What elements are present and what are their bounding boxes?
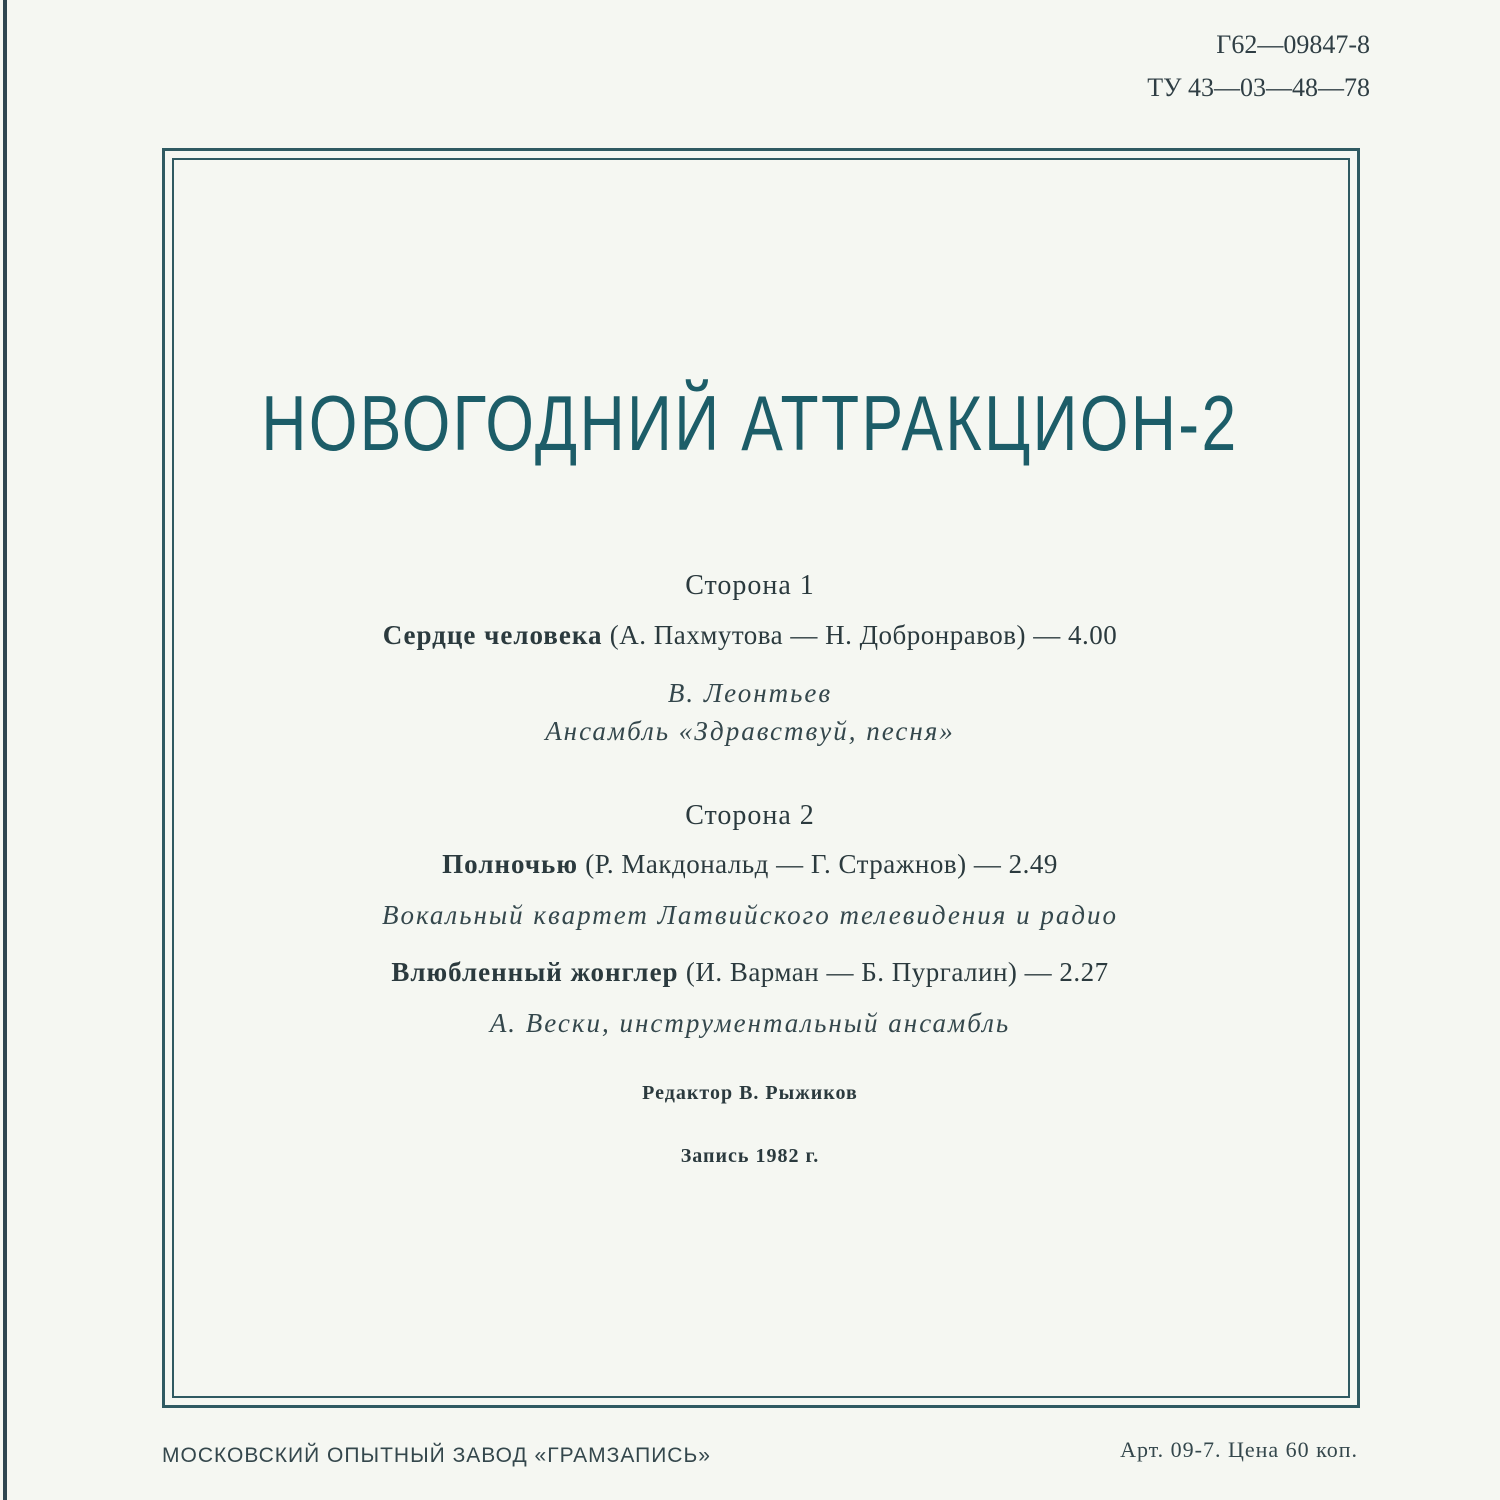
track-credits: (А. Пахмутова — Н. Добронравов) — 4.00 [609,620,1118,650]
track-2-performer: Вокальный квартет Латвийского телевидения и радио [381,900,1119,930]
track-name: Полночью [442,849,578,879]
side-1-label: Сторона 1 [685,570,815,601]
catalog-number: Г62—09847-8 [1216,30,1370,59]
track-credits: (Р. Макдональд — Г. Стражнов) — 2.49 [585,849,1058,879]
sleeve-edge [3,0,7,1500]
manufacturer: МОСКОВСКИЙ ОПЫТНЫЙ ЗАВОД «ГРАМЗАПИСЬ» [162,1444,711,1467]
track-name: Влюбленный жонглер [391,957,679,987]
track-credits: (И. Варман — Б. Пургалин) — 2.27 [685,957,1109,987]
article-price: Арт. 09-7. Цена 60 коп. [1120,1437,1358,1462]
track-3 [0,957,1500,988]
track-1-performer-2: Ансамбль «Здравствуй, песня» [545,716,955,746]
track-2 [0,849,1500,880]
side-2-label: Сторона 2 [685,800,815,831]
inner-frame [172,158,1350,1398]
album-title: НОВОГОДНИЙ АТТРАКЦИОН-2 [261,379,1239,467]
track-name: Сердце человека [382,620,603,650]
track-1-performer-1: В. Леонтьев [667,678,833,708]
recording-year: Запись 1982 г. [680,1145,820,1167]
standard-code: ТУ 43—03—48—78 [1147,73,1370,102]
track-1 [0,620,1500,651]
track-3-performer: А. Вески, инструментальный ансамбль [489,1008,1011,1038]
editor-credit: Редактор В. Рыжиков [642,1082,858,1104]
